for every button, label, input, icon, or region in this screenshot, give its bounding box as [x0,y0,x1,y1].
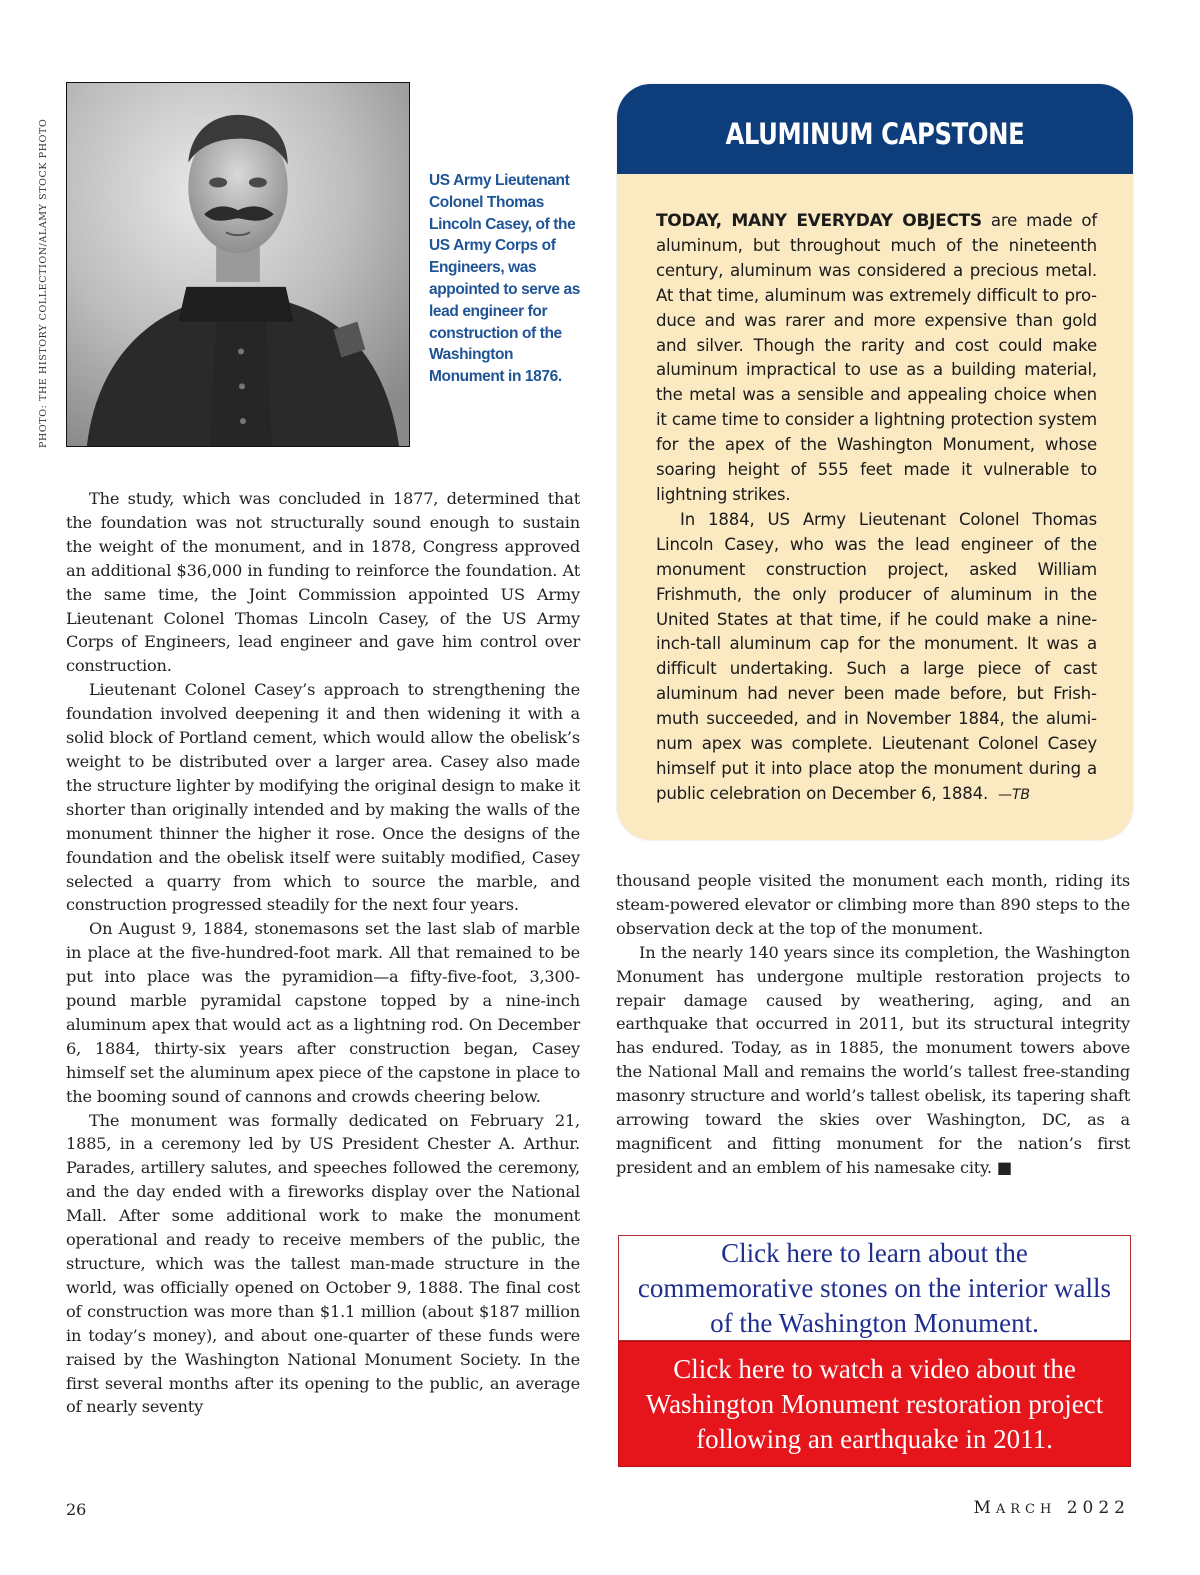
article-left-column [66,487,580,1419]
article-paragraph: The study, which was concluded in 1877, determined that the foundation was not structurally sound enough to sustain the weight of the monument, and in 1878, Congress approved an additional $36,000 in funding to reinforce the foundation. At the same time, the Joint Commission appointed US Army Lieutenant Colonel Thomas Lincoln Casey, of the US Army Corps of Engineers, lead engineer and gave him control over construction. [66,489,580,676]
collar-insignia-left: U.S. [194,274,213,285]
issue-date [973,1498,1130,1518]
article-paragraph: Lieutenant Colonel Casey’s approach to strengthening the foundation involved deepening it and then widening it with a solid block of Portland cement, which would allow the obelisk’s weight to be distributed over a larger area. Casey also made the structure lighter by modifying the original design to make it shorter than originally intended and by making the walls of the monument thinner the higher it rose. Once the designs of the foundation and the obelisk itself were suitably modified, Casey selected a quarry from which to source the marble, and construction progressed steadily for the next four years. [66,680,580,915]
article-paragraph [616,941,1130,1180]
article-paragraph-text: In the nearly 140 years since its completion, the Washington Monument has undergone multiple restoration projects to repair damage caused by weathering, aging, and an earthquake that occurred in 2011, but its structural integrity has endured. Today, as in 1885, the monument towers above the National Mall and remains the world’s tallest free-standing masonry structure and world’s tallest obelisk, its tapering shaft arrowing toward the skies over Washington, DC, as a magnificent and fitting monument for the nation’s first president and an emblem of his namesake city. [616,942,1130,1177]
commemorative-stones-link[interactable]: Click here to learn about the commemorative stones on the interior walls of the Washington Monument. [618,1235,1131,1341]
article-paragraph: thousand people visited the monument each month, riding its steam-powered elevator or climbing more than 890 steps to the observation deck at the top of the monument. [616,871,1130,938]
issue-year: 2022 [1066,1498,1130,1518]
article-paragraph: On August 9, 1884, stonemasons set the last slab of marble in place at the five-hundred-foot mark. All that remained to be put into place was the pyramidion—a fifty-five-foot, 3,300-pound marble pyramidal capstone topped by a nine-inch aluminum apex that would act as a lightning rod. On December 6, 1884, thirty-six years after construction began, Casey himself set the aluminum apex piece of the capstone in place to the booming sound of cannons and crowds cheering below. [66,919,580,1106]
article-paragraph: The monument was formally dedicated on February 21, 1885, in a ceremony led by US President Chester A. Arthur. Parades, artillery salutes, and speeches followed the ceremony, and the day ended with a fireworks display over the National Mall. After some additional work to make the monument operational and ready to receive members of the public, the structure, which was the tallest man-made structure in the world, was officially opened on October 9, 1888. The final cost of construction was more than $1.1 million (about $187 million in today’s money), and about one-quarter of these funds were raised by the Washington National Monument Society. In the first several months after its opening to the public, an average of nearly seventy [66,1110,580,1417]
article-right-column [616,869,1130,1180]
sidebar-signature: —TB [998,786,1030,803]
end-mark-icon: ■ [996,1157,1012,1177]
sidebar-paragraph [656,508,1097,808]
portrait-photo [66,82,410,447]
issue-month-rest: ARCH [995,1502,1057,1517]
issue-month-initial: M [973,1498,996,1518]
sidebar-lead-in: TODAY, MANY EVERYDAY OBJECTS [656,211,982,231]
sidebar-body [656,209,1097,808]
sidebar-paragraph-text: are made of aluminum, but throughout much of the nineteenth century, aluminum was considered a precious metal. At that time, aluminum was extremely difficult to produce and was rarer and more expensive than gold and silver. Though the rarity and cost could make aluminum impractical to use as a building material, the metal was a sensible and appealing choice when it came time to consider a lightning protection system for the apex of the Washington Monument, whose soaring height of 555 feet made it vulnerable to lightning strikes. [656,211,1097,504]
sidebar-title: ALUMINUM CAPSTONE [725,117,1025,151]
restoration-video-link[interactable]: Click here to watch a video about the Washington Monument restoration project following an earthquake in 2011. [618,1341,1131,1467]
sidebar-paragraph-text: In 1884, US Army Lieutenant Colonel Thomas Lincoln Casey, who was the lead engineer of the monument construction project, asked William Frishmuth, the only producer of aluminum in the United States at that time, if he could make a nine-inch-tall aluminum cap for the monument. It was a difficult undertaking. Such a large piece of cast aluminum had never been made before, but Frishmuth succeeded, and in November 1884, the aluminum apex was complete. Lieutenant Colonel Casey himself put it into place atop the monument during a public celebration on December 6, 1884. [656,509,1097,803]
sidebar-paragraph [656,209,1097,508]
photo-credit: PHOTO: THE HISTORY COLLECTION/ALAMY STOCK PHOTO [38,118,49,448]
sidebar-header [617,84,1133,174]
photo-caption: US Army Lieutenant Colonel Thomas Lincoln Casey, of the US Army Corps of Engineers, was appointed to serve as lead engineer for construction of the Washington Monument in 1876. [429,172,580,386]
aluminum-capstone-sidebar [617,84,1133,840]
page-number: 26 [66,1500,87,1519]
